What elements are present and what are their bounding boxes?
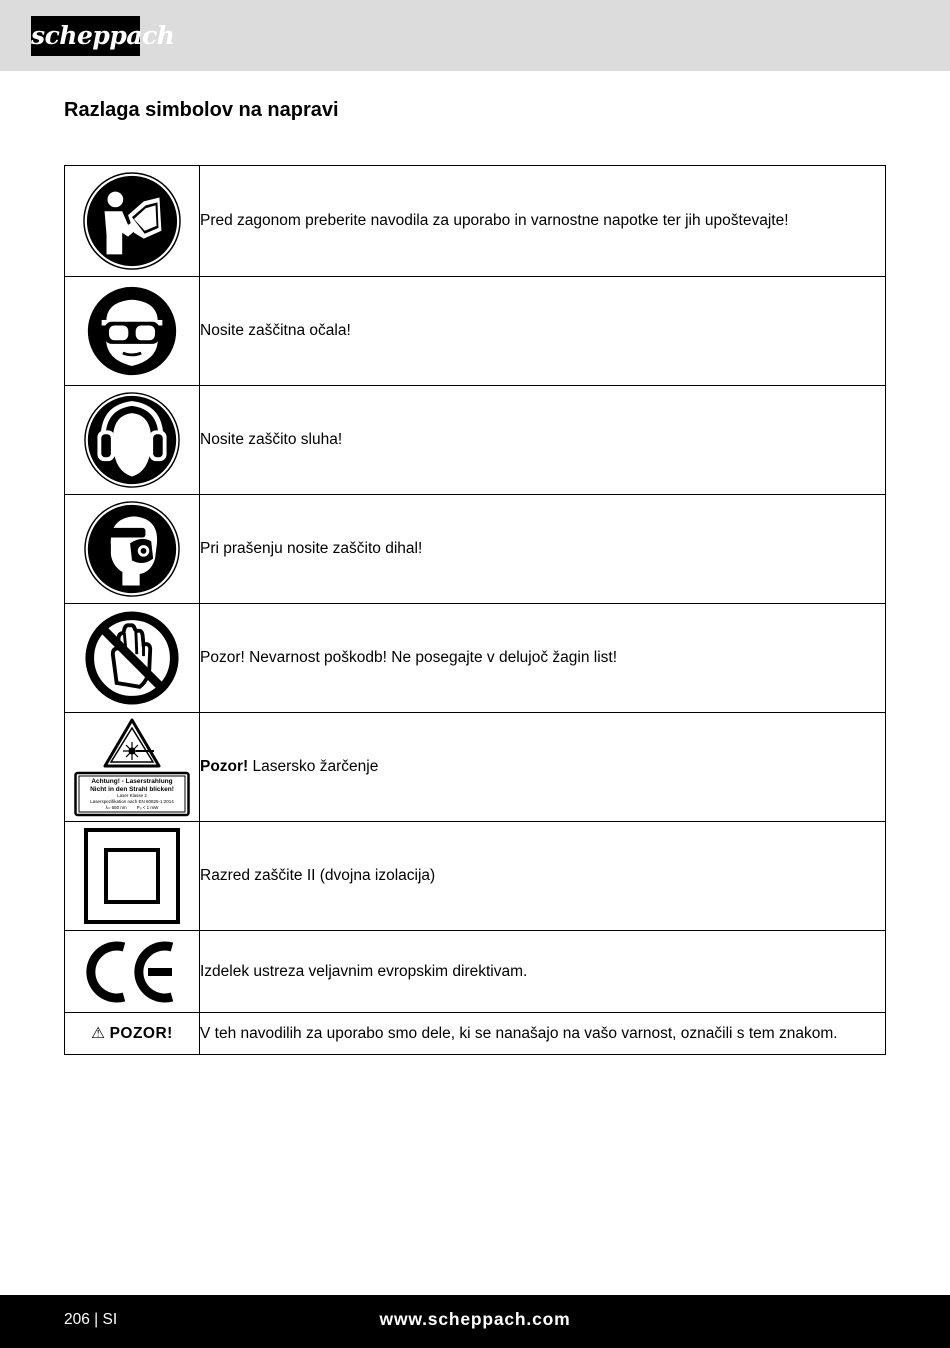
respirator-icon	[84, 501, 180, 597]
read-manual-icon	[83, 172, 181, 270]
scheppach-logo: scheppach	[31, 16, 140, 56]
symbol-description: Pred zagonom preberite navodila za uporabo in varnostne napotke ter jih upoštevajte!	[200, 166, 886, 277]
ear-protection-icon	[84, 392, 180, 488]
table-row	[65, 1013, 886, 1055]
symbol-description: Nosite zaščito sluha!	[200, 386, 886, 495]
footer-bar	[0, 1295, 950, 1348]
website-link[interactable]: www.scheppach.com	[379, 1309, 571, 1329]
ce-mark-icon	[86, 939, 178, 1005]
warning-triangle-icon: ⚠	[91, 1025, 106, 1042]
table-row	[65, 166, 886, 277]
symbol-description	[200, 713, 886, 822]
table-row	[65, 713, 886, 822]
laser-label-line-2: Nicht in den Strahl blicken!	[90, 786, 174, 793]
symbol-description: Izdelek ustreza veljavnim evropskim direktivam.	[200, 931, 886, 1013]
laser-label-line-5: λ= 650 nm P₀ < 1 mW	[105, 805, 159, 810]
pozor-label-text: POZOR!	[109, 1025, 173, 1042]
symbol-description: V teh navodilih za uporabo smo dele, ki se nanašajo na vašo varnost, označili s tem znakom.	[200, 1013, 886, 1055]
table-row	[65, 822, 886, 931]
laser-label-line-4: Laserspezifikation nach EN 60825-1:2014	[90, 799, 174, 804]
table-row	[65, 277, 886, 386]
table-row	[65, 604, 886, 713]
symbol-description: Nosite zaščitna očala!	[200, 277, 886, 386]
symbol-description: Razred zaščite II (dvojna izolacija)	[200, 822, 886, 931]
laser-label-line-1: Achtung! - Laserstrahlung	[91, 778, 173, 785]
pozor-warning-label	[65, 1013, 200, 1055]
protection-class-ii-icon	[84, 828, 180, 924]
page-title: Razlaga simbolov na napravi	[64, 99, 339, 121]
laser-label-line-3: Laser Klasse 2	[117, 793, 147, 798]
table-row	[65, 931, 886, 1013]
symbol-description: Pri prašenju nosite zaščito dihal!	[200, 495, 886, 604]
laser-warning-icon	[74, 717, 190, 817]
page-number: 206 | SI	[64, 1311, 118, 1328]
safety-goggles-icon	[86, 285, 178, 377]
laser-description: Lasersko žarčenje	[248, 758, 379, 775]
table-row	[65, 495, 886, 604]
header-bar	[0, 0, 950, 71]
symbol-description: Pozor! Nevarnost poškodb! Ne posegajte v delujoč žagin list!	[200, 604, 886, 713]
symbols-table	[64, 165, 886, 1055]
no-hands-icon	[84, 610, 180, 706]
pozor-bold-text: Pozor!	[200, 758, 249, 775]
table-row	[65, 386, 886, 495]
